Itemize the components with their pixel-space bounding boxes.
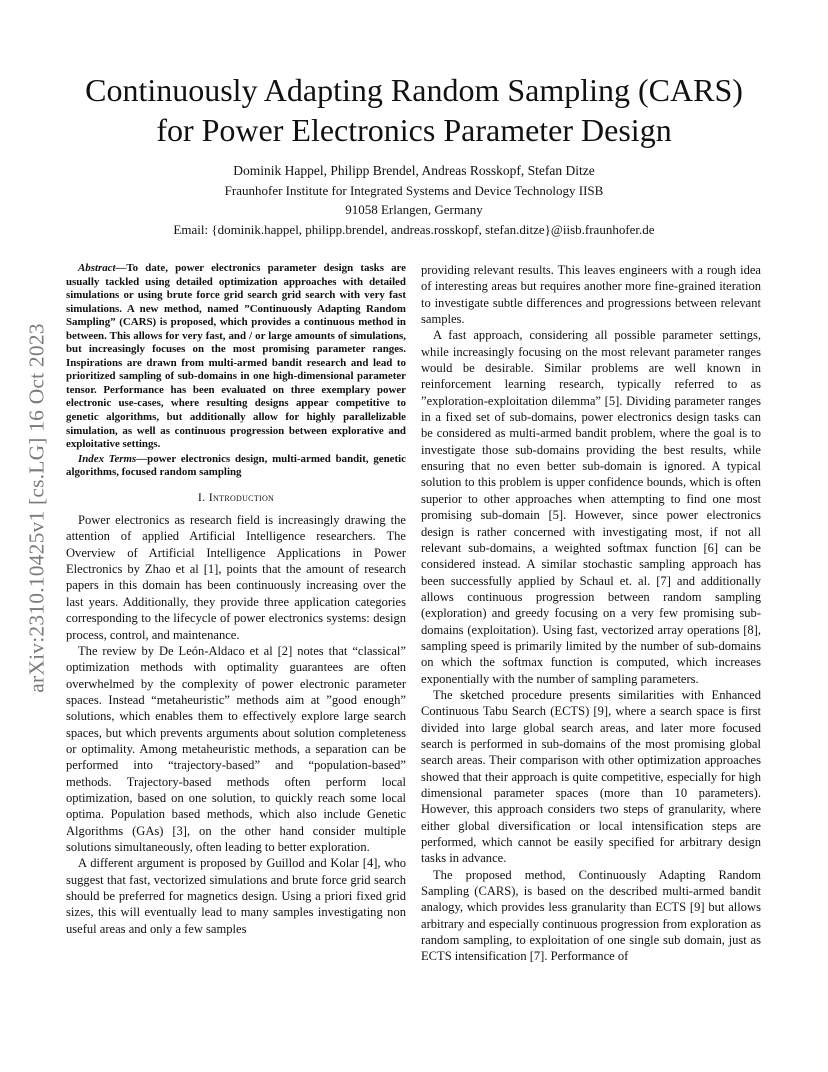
section-heading: I. Introduction <box>197 489 275 504</box>
address: 91058 Erlangen, Germany <box>345 202 483 217</box>
abstract <box>66 262 406 452</box>
left-column <box>66 262 406 937</box>
body-paragraph: providing relevant results. This leaves engineers with a rough idea of interesting areas but requires another more fine-grained iteration to investigate subtle differences and progressions between relevant samples. <box>421 263 761 327</box>
body-paragraph: The proposed method, Continuously Adapting Random Sampling (CARS), is based on the described multi-armed bandit analogy, which provides less granularity than ECTS [9] but allows arbitrary and especially continuous progression from exploration as random sampling, to exploitation of one single sub domain, just as ECTS intensification [7]. Performance of <box>421 867 761 964</box>
right-column <box>421 262 761 965</box>
affiliation: Fraunhofer Institute for Integrated Systems and Device Technology IISB <box>224 182 604 198</box>
paper-title <box>60 70 768 150</box>
index-terms-text: —power electronics design, multi-armed bandit, genetic algorithms, focused random sampling <box>66 452 406 479</box>
index-terms-lead: Index Terms <box>78 452 137 465</box>
body-paragraph: The review by De León-Aldaco et al [2] notes that “classical” optimization methods with optimality guarantees are often overwhelmed by the complexity of power electronic parameter spaces. Instead “metaheuristic” methods aim at ”good enough” solutions, which enables them to effectively explore large search spaces, but which prevents arguments about solution completeness or optimality. Among metaheuristic methods, a separation can be performed into “trajectory-based” and “population-based” methods. Trajectory-based methods often perform local optimization, based on one solution, to quickly reach some local optima. Population based methods, which also include Genetic Algorithms (GAs) [3], on the other hand consider multiple solutions simultaneously, often leading to better exploration. <box>66 643 406 854</box>
title-line-1: Continuously Adapting Random Sampling (CARS) <box>85 72 743 108</box>
arxiv-identifier <box>26 288 48 728</box>
body-paragraph: A different argument is proposed by Guillod and Kolar [4], who suggest that fast, vectorized simulations and brute force grid search should be preferred for magnetics design. Using a priori fixed grid sizes, this will eventually lead to many samples investigating non useful areas and only a few samples <box>66 856 406 936</box>
arxiv-identifier-text: arXiv:2310.10425v1 [cs.LG] 16 Oct 2023 <box>24 323 49 693</box>
abstract-text: —To date, power electronics parameter design tasks are usually tackled using detailed optimization approaches with detailed simulations or using brute force grid search grid search with very fast simulations. A new method, named ”Continuously Adapting Random Sampling” (CARS) is proposed, which provides a continuous method in between. This allows for very fast, and / or large amounts of simulations, but increasingly focuses on the most promising parameter ranges. Inspirations are drawn from multi-armed bandit research and lead to prioritized sampling of sub-domains in one high-dimensional parameter tensor. Performance has been evaluated on three exemplary power electronic use-cases, where resulting designs appear competitive to genetic algorithms, but additionally allow for highly parallelizable simulation, as well as continuous progression between explorative and exploitative settings. <box>66 262 406 451</box>
author-block <box>60 161 768 239</box>
abstract-lead: Abstract <box>78 262 116 274</box>
title-line-2: for Power Electronics Parameter Design <box>156 112 672 148</box>
author-names: Dominik Happel, Philipp Brendel, Andreas Rosskopf, Stefan Ditze <box>233 163 595 178</box>
body-paragraph: Power electronics as research field is increasingly drawing the attention of applied Artificial Intelligence researchers. The Overview of Artificial Intelligence Applications in Power Electronics by Zhao et al [1], points that the amount of research papers in this domain has been continuously increasing over the last years. Additionally, they provide three application categories corresponding to the lifecycle of power electronics systems: design process, control, and maintenance. <box>66 513 406 642</box>
body-paragraph: The sketched procedure presents similarities with Enhanced Continuous Tabu Search (ECTS) [9], where a search space is first divided into large global search areas, and later more focused search is performed in sub-domains of the most promising global search areas. Their comparison with other optimization approaches showed that their approach is quite competitive, especially for high dimensional parameter spaces (more than 10 parameters). However, this approach considers two steps of granularity, where either global diversification or local intensification steps are performed, which cannot be easily specified for arbitrary design tasks in advance. <box>421 687 761 866</box>
body-paragraph: A fast approach, considering all possible parameter settings, while increasingly focusing on the most relevant parameter ranges would be desirable. Similar problems are well known in reinforcement learning research, typically referred to as ”exploration-exploitation dilemma” [5]. Dividing parameter ranges in a fixed set of sub-domains, power electronics design tasks can be considered as multi-armed bandit problem, where the goal is to investigate those sub-domains providing the best results, while ensuring that no even better sub-domain is ignored. A typical solution to this problem is upper confidence bounds, which is often superior to other approaches when attempting to find one most promising sub-domain [5]. However, since power electronics design is rather concerned with investigating most, if not all relevant sub-domains, a weighted softmax function [6] can be considered instead. A similar stochastic sampling approach has been successfully applied by Schaul et. al. [7] and additionally allows continuous progression between random sampling (exploration) and greedy focusing on a very few promising sub-domains (exploitation). Using fast, vectorized array operations [8], sampling speed is primarily limited by the number of sub-domains on which the softmax function is computed, which increases exponentially with the number of sampling parameters. <box>421 328 761 686</box>
email: Email: {dominik.happel, philipp.brendel, andreas.rosskopf, stefan.ditze}@iisb.fraunhofer.de <box>173 221 655 237</box>
index-terms <box>66 453 406 480</box>
